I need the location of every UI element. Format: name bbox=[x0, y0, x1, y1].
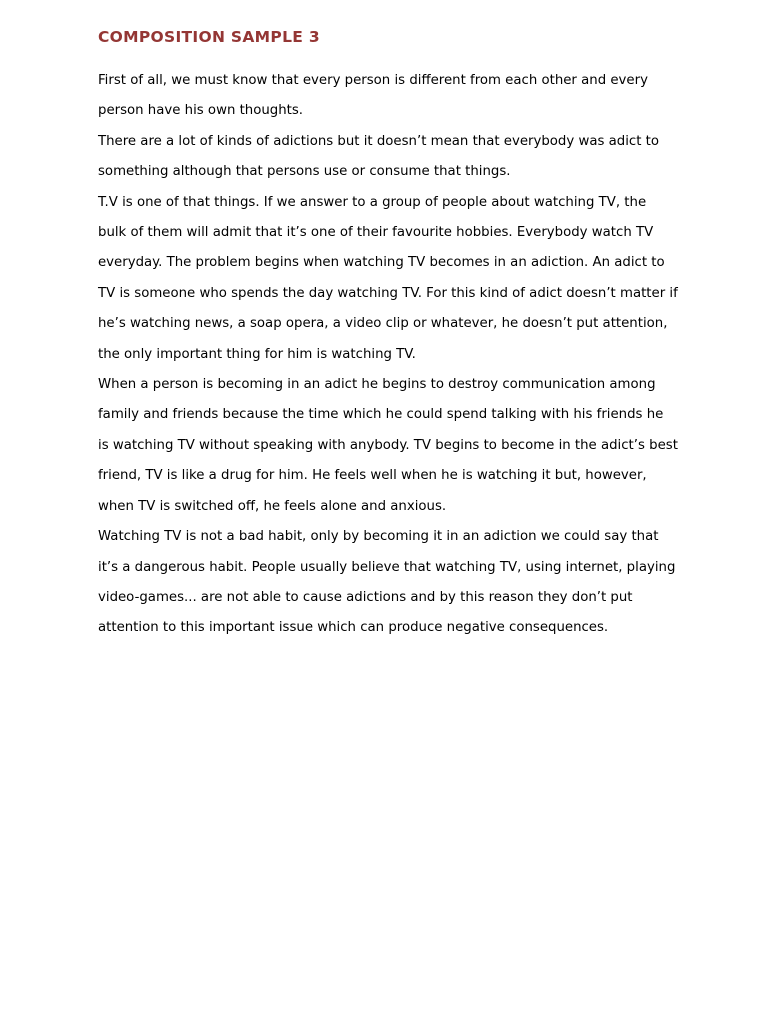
document-title: COMPOSITION SAMPLE 3 bbox=[98, 28, 320, 46]
paragraph-5: Watching TV is not a bad habit, only by becoming it in an adiction we could say that it’s a dangerous habit. People usually believe that watching TV, using internet, playing video-games... are not able to cause adictions and by this reason they don’t put attention to this important issue which can produce negative consequences. bbox=[98, 529, 676, 636]
paragraph-2: There are a lot of kinds of adictions but it doesn’t mean that everybody was adict to something although that persons use or consume that things. bbox=[98, 133, 660, 180]
paragraph-1: First of all, we must know that every person is different from each other and every person have his own thoughts. bbox=[98, 73, 648, 119]
paragraph-4: When a person is becoming in an adict he begins to destroy communication among family and friends because the time which he could spend talking with his friends he is watching TV without speaking with anybody. TV begins to become in the adict’s best friend, TV is like a drug for him. He feels well when he is watching it but, however, when TV is switched off, he feels alone and anxious. bbox=[98, 377, 678, 514]
paragraph-3: T.V is one of that things. If we answer to a group of people about watching TV, the bulk of them will admit that it’s one of their favourite hobbies. Everybody watch TV everyday. The problem begins when watching TV becomes in an adiction. An adict to TV is someone who spends the day watching TV. For this kind of adict doesn’t matter if he’s watching news, a soap opera, a video clip or whatever, he doesn’t put attention, the only important thing for him is watching TV. bbox=[98, 194, 678, 362]
document-body bbox=[98, 66, 678, 644]
